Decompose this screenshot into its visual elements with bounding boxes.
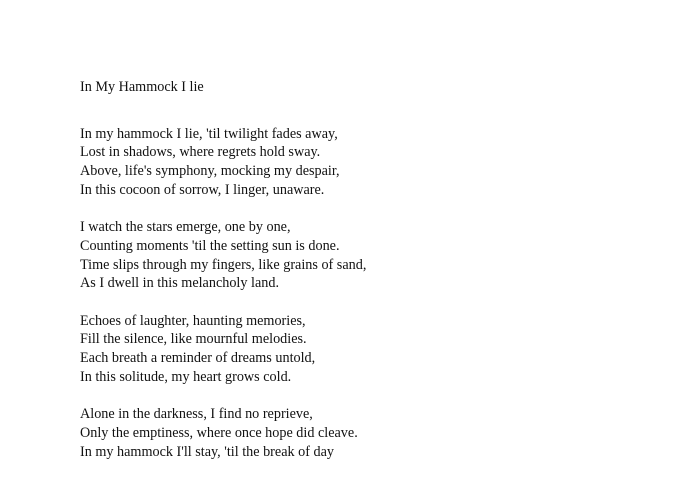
stanza-4 (80, 405, 366, 461)
poem-line: Fill the silence, like mournful melodies. (80, 331, 307, 348)
poem-line: In my hammock I lie, 'til twilight fades away, (80, 125, 338, 142)
poem-line: Echoes of laughter, haunting memories, (80, 312, 306, 329)
stanza-1 (80, 125, 366, 200)
poem-line: In this solitude, my heart grows cold. (80, 368, 292, 385)
poem-line: In this cocoon of sorrow, I linger, unaware. (80, 181, 325, 198)
poem-line: I watch the stars emerge, one by one, (80, 219, 291, 236)
stanza-2 (80, 218, 366, 293)
poem-line: Alone in the darkness, I find no reprieve, (80, 406, 313, 423)
poem-line: Time slips through my fingers, like grains of sand, (80, 256, 367, 273)
poem-title: In My Hammock I lie (80, 79, 204, 95)
poem-line: Only the emptiness, where once hope did cleave. (80, 424, 358, 441)
poem-line: Counting moments 'til the setting sun is done. (80, 237, 340, 254)
poem-line: Above, life's symphony, mocking my despair, (80, 163, 340, 180)
poem-line: Each breath a reminder of dreams untold, (80, 350, 316, 367)
poem-line: In my hammock I'll stay, 'til the break of day (80, 443, 334, 460)
stanza-3 (80, 312, 366, 387)
poem-line: Lost in shadows, where regrets hold sway. (80, 144, 321, 161)
poem-line: As I dwell in this melancholy land. (80, 275, 279, 292)
poem (80, 78, 366, 480)
